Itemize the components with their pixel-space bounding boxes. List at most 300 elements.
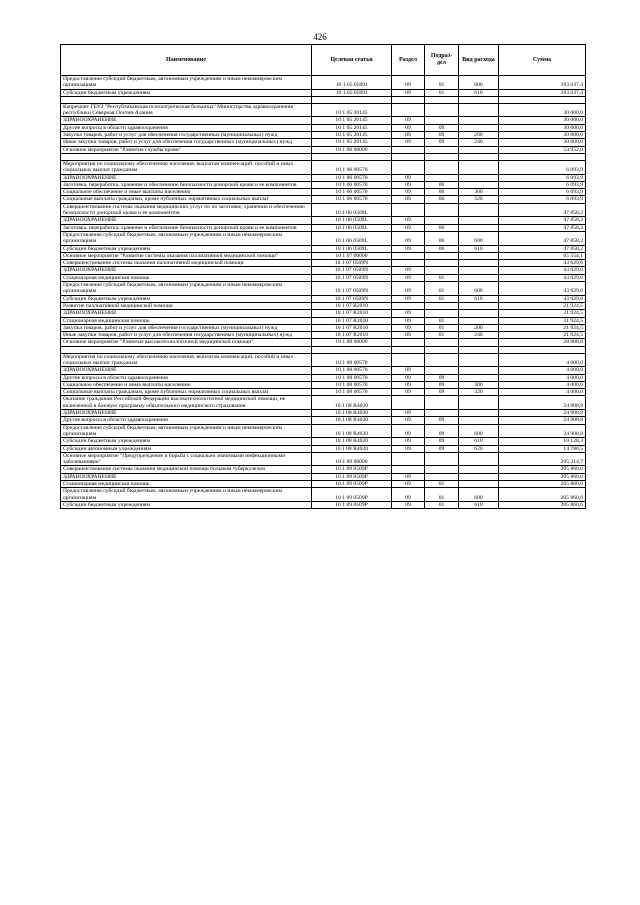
cell-target-article: 10 1 05 20145: [312, 103, 392, 117]
cell-amount: 6 093,9: [499, 181, 586, 188]
cell-expense-type: 320: [459, 196, 499, 203]
cell-amount: 21 924,5: [499, 324, 586, 331]
cell-expense-type: 620: [459, 445, 499, 452]
cell-section: 09: [392, 473, 425, 480]
cell-amount: 43 629,6: [499, 267, 586, 274]
table-row: [61, 189, 586, 196]
cell-section: 09: [392, 317, 425, 324]
cell-name: ЗДРАВООХРАНЕНИЕ: [61, 174, 312, 181]
table-row: [61, 181, 586, 188]
cell-target-article: 10 1 06 00000: [312, 146, 392, 153]
cell-expense-type: [459, 146, 499, 153]
cell-amount: 47 858,2: [499, 203, 586, 217]
cell-section: 09: [392, 332, 425, 339]
cell-expense-type: 300: [459, 381, 499, 388]
cell-target-article: [312, 96, 392, 103]
table-row: [61, 103, 586, 117]
cell-subsection: [425, 346, 459, 353]
header-target-article: Целевая статья: [312, 45, 392, 76]
header-section: Раздел: [392, 45, 425, 76]
cell-expense-type: [459, 374, 499, 381]
table-row: [61, 310, 586, 317]
cell-target-article: 10 1 06 00570: [312, 181, 392, 188]
cell-name: Совершенствование системы оказания паллиативной медицинской помощи: [61, 260, 312, 267]
cell-name: ЗДРАВООХРАНЕНИЕ: [61, 117, 312, 124]
cell-name: Субсидии бюджетным учреждениям: [61, 89, 312, 96]
table-row: [61, 274, 586, 281]
cell-amount: 6 093,9: [499, 189, 586, 196]
cell-subsection: 01: [425, 332, 459, 339]
cell-name: ЗДРАВООХРАНЕНИЕ: [61, 410, 312, 417]
cell-expense-type: [459, 310, 499, 317]
cell-subsection: 09: [425, 445, 459, 452]
cell-target-article: 10 1 07 R2010: [312, 324, 392, 331]
cell-expense-type: [459, 481, 499, 488]
table-row: [61, 160, 586, 174]
cell-subsection: 06: [425, 245, 459, 252]
cell-section: [392, 353, 425, 367]
table-row: [61, 324, 586, 331]
cell-subsection: 09: [425, 424, 459, 438]
cell-name: Субсидии бюджетным учреждениям: [61, 245, 312, 252]
cell-subsection: 01: [425, 295, 459, 302]
cell-name: Социальное обеспечение и иные выплаты населению: [61, 189, 312, 196]
table-row: [61, 231, 586, 245]
cell-section: 09: [392, 217, 425, 224]
cell-target-article: 10 1 08 00570: [312, 381, 392, 388]
table-row: [61, 89, 586, 96]
cell-amount: 65 554,1: [499, 252, 586, 259]
cell-expense-type: 610: [459, 438, 499, 445]
cell-subsection: [425, 146, 459, 153]
cell-expense-type: 600: [459, 76, 499, 90]
cell-subsection: 01: [425, 324, 459, 331]
cell-name: Закупка товаров, работ и услуг для обеспечения государственных (муниципальных) нужд: [61, 324, 312, 331]
cell-section: 09: [392, 488, 425, 502]
cell-target-article: 10 1 05 20145: [312, 124, 392, 131]
cell-target-article: 10 1 06 00570: [312, 189, 392, 196]
cell-name: Заготовка, переработка, хранение и обеспечение безопасности донорской крови и ее компонентов: [61, 181, 312, 188]
cell-target-article: 10 1 09 0509P: [312, 481, 392, 488]
cell-name: [61, 153, 312, 160]
table-row: [61, 501, 586, 508]
cell-amount: 14 780,5: [499, 445, 586, 452]
cell-target-article: 10 1 07 0509N: [312, 282, 392, 296]
cell-amount: 47 858,2: [499, 245, 586, 252]
cell-section: [392, 252, 425, 259]
cell-amount: 30 000,0: [499, 139, 586, 146]
cell-target-article: 10 1 08 00570: [312, 374, 392, 381]
cell-section: 09: [392, 196, 425, 203]
cell-target-article: 10 1 05 20145: [312, 139, 392, 146]
cell-amount: 4 000,0: [499, 367, 586, 374]
cell-target-article: 10 1 09 00000: [312, 452, 392, 466]
cell-target-article: 10 1 08 R4020: [312, 438, 392, 445]
cell-section: 09: [392, 245, 425, 252]
cell-amount: [499, 346, 586, 353]
cell-target-article: 10 1 08 R4020: [312, 410, 392, 417]
cell-amount: 30 000,0: [499, 103, 586, 117]
cell-name: Совершенствование системы оказания медицинских услуг по по заготовке, хранению и обеспечению безопасности донорской крови и ее компонентов: [61, 203, 312, 217]
cell-expense-type: 610: [459, 89, 499, 96]
cell-section: 09: [392, 501, 425, 508]
cell-name: Основное мероприятие "Развитие высокотехнологичной медицинской помощи": [61, 339, 312, 346]
cell-expense-type: 600: [459, 488, 499, 502]
table-row: [61, 252, 586, 259]
cell-section: 09: [392, 295, 425, 302]
cell-section: [392, 452, 425, 466]
cell-amount: [499, 153, 586, 160]
cell-expense-type: 200: [459, 324, 499, 331]
cell-name: Субсидии бюджетным учреждениям: [61, 295, 312, 302]
cell-subsection: [425, 302, 459, 309]
header-subsection: Подраз-дел: [425, 45, 459, 76]
cell-name: Предоставление субсидий бюджетным, автономным учреждениям и иным некоммерческим организациям: [61, 488, 312, 502]
cell-subsection: 01: [425, 488, 459, 502]
cell-subsection: 09: [425, 139, 459, 146]
cell-expense-type: [459, 367, 499, 374]
cell-amount: 6 093,9: [499, 160, 586, 174]
cell-section: 09: [392, 410, 425, 417]
cell-subsection: 06: [425, 231, 459, 245]
cell-name: ЗДРАВООХРАНЕНИЕ: [61, 217, 312, 224]
cell-amount: 10 128,3: [499, 438, 586, 445]
table-row: [61, 295, 586, 302]
cell-section: [392, 466, 425, 473]
cell-expense-type: 600: [459, 231, 499, 245]
cell-expense-type: [459, 302, 499, 309]
cell-section: 09: [392, 424, 425, 438]
cell-subsection: 01: [425, 274, 459, 281]
cell-section: [392, 302, 425, 309]
cell-amount: 4 000,0: [499, 389, 586, 396]
cell-expense-type: [459, 346, 499, 353]
cell-target-article: 10 1 07 00000: [312, 252, 392, 259]
cell-amount: 47 858,2: [499, 224, 586, 231]
cell-amount: 21 924,5: [499, 317, 586, 324]
header-amount: Сумма: [499, 45, 586, 76]
cell-subsection: 09: [425, 417, 459, 424]
table-row: [61, 96, 586, 103]
cell-subsection: 09: [425, 389, 459, 396]
header-name: Наименование: [61, 45, 312, 76]
cell-target-article: 10 1 06 00570: [312, 174, 392, 181]
table-row: [61, 245, 586, 252]
cell-amount: 30 000,0: [499, 132, 586, 139]
cell-subsection: [425, 203, 459, 217]
cell-name: Развитие паллиативной медицинской помощи: [61, 302, 312, 309]
cell-name: ЗДРАВООХРАНЕНИЕ: [61, 367, 312, 374]
table-header-row: [61, 45, 586, 76]
table-row: [61, 124, 586, 131]
table-row: [61, 488, 586, 502]
cell-subsection: [425, 466, 459, 473]
cell-amount: 30 000,0: [499, 117, 586, 124]
table-row: [61, 396, 586, 410]
cell-amount: 4 000,0: [499, 353, 586, 367]
table-row: [61, 174, 586, 181]
cell-name: Предоставление субсидий бюджетным, автономным учреждениям и иным некоммерческим организациям: [61, 231, 312, 245]
cell-name: ЗДРАВООХРАНЕНИЕ: [61, 473, 312, 480]
cell-amount: 193 637,4: [499, 89, 586, 96]
cell-subsection: 09: [425, 124, 459, 131]
table-row: [61, 146, 586, 153]
cell-expense-type: [459, 224, 499, 231]
table-row: [61, 374, 586, 381]
table-row: [61, 153, 586, 160]
header-expense-type: Вид расхода: [459, 45, 499, 76]
cell-name: Другие вопросы в области здравоохранения: [61, 374, 312, 381]
cell-amount: 295 314,7: [499, 452, 586, 466]
cell-subsection: 09: [425, 132, 459, 139]
cell-target-article: 10 1 06 0509L: [312, 245, 392, 252]
cell-subsection: [425, 153, 459, 160]
table-row: [61, 267, 586, 274]
cell-expense-type: [459, 252, 499, 259]
cell-expense-type: 200: [459, 132, 499, 139]
cell-name: Основное мероприятие "Развитие системы оказания паллиативной медицинской помощи": [61, 252, 312, 259]
cell-expense-type: [459, 353, 499, 367]
cell-expense-type: 610: [459, 501, 499, 508]
cell-section: 09: [392, 445, 425, 452]
cell-subsection: 09: [425, 374, 459, 381]
cell-section: [392, 346, 425, 353]
cell-amount: 43 629,6: [499, 274, 586, 281]
cell-expense-type: [459, 181, 499, 188]
cell-name: Капремонт ГБУЗ "Республиканская психиатрическая больница" Министерства здравоохранения республики Северная Осетия-Алания: [61, 103, 312, 117]
cell-amount: 47 858,2: [499, 231, 586, 245]
table-row: [61, 217, 586, 224]
cell-target-article: 10 1 05 0509J: [312, 89, 392, 96]
budget-table: [60, 44, 586, 509]
cell-section: 09: [392, 282, 425, 296]
cell-target-article: 10 1 08 00570: [312, 367, 392, 374]
cell-target-article: 10 1 08 00000: [312, 339, 392, 346]
cell-section: 09: [392, 117, 425, 124]
cell-section: [392, 103, 425, 117]
cell-subsection: 09: [425, 381, 459, 388]
cell-expense-type: [459, 466, 499, 473]
cell-target-article: 10 1 05 20145: [312, 117, 392, 124]
cell-amount: 43 629,6: [499, 260, 586, 267]
cell-amount: [499, 96, 586, 103]
cell-subsection: 06: [425, 189, 459, 196]
cell-name: Субсидии бюджетным учреждениям: [61, 501, 312, 508]
cell-subsection: [425, 117, 459, 124]
cell-expense-type: [459, 339, 499, 346]
cell-target-article: 10 1 06 0509L: [312, 203, 392, 217]
cell-target-article: 10 1 07 0509N: [312, 274, 392, 281]
cell-section: 09: [392, 417, 425, 424]
cell-target-article: 10 1 06 00570: [312, 160, 392, 174]
cell-name: Предоставление субсидий бюджетным, автономным учреждениям и иным некоммерческим организациям: [61, 76, 312, 90]
cell-expense-type: [459, 103, 499, 117]
cell-amount: 205 860,6: [499, 481, 586, 488]
table-body: [61, 76, 586, 509]
cell-name: Мероприятия по социальному обеспечению населения, выплатам компенсаций, пособий и иных социальных выплат гражданам: [61, 160, 312, 174]
cell-target-article: 10 1 06 0509L: [312, 231, 392, 245]
cell-expense-type: [459, 473, 499, 480]
table-row: [61, 260, 586, 267]
cell-amount: 205 860,6: [499, 466, 586, 473]
cell-expense-type: 300: [459, 189, 499, 196]
cell-name: Субсидии автономным учреждениям: [61, 445, 312, 452]
cell-amount: 43 629,6: [499, 282, 586, 296]
cell-expense-type: 610: [459, 295, 499, 302]
cell-expense-type: [459, 153, 499, 160]
table-row: [61, 452, 586, 466]
cell-expense-type: [459, 417, 499, 424]
cell-subsection: [425, 160, 459, 174]
cell-section: [392, 96, 425, 103]
cell-target-article: 10 1 08 R4020: [312, 396, 392, 410]
table-row: [61, 76, 586, 90]
cell-expense-type: [459, 96, 499, 103]
cell-subsection: 06: [425, 181, 459, 188]
table-row: [61, 438, 586, 445]
cell-expense-type: 320: [459, 389, 499, 396]
table-row: [61, 466, 586, 473]
cell-section: [392, 260, 425, 267]
cell-expense-type: [459, 117, 499, 124]
cell-subsection: 01: [425, 282, 459, 296]
cell-section: 09: [392, 367, 425, 374]
table-row: [61, 302, 586, 309]
cell-target-article: 10 1 08 R4020: [312, 424, 392, 438]
cell-name: Социальное обеспечение и иные выплаты населению: [61, 381, 312, 388]
cell-amount: 6 093,9: [499, 196, 586, 203]
cell-name: Иные закупки товаров, работ и услуг для обеспечения государственных (муниципальных) нужд: [61, 139, 312, 146]
cell-section: 09: [392, 381, 425, 388]
cell-subsection: [425, 473, 459, 480]
table-row: [61, 203, 586, 217]
cell-target-article: 10 1 07 0509N: [312, 267, 392, 274]
cell-section: 09: [392, 224, 425, 231]
cell-target-article: 10 1 05 0509J: [312, 76, 392, 90]
cell-target-article: 10 1 09 0509P: [312, 501, 392, 508]
cell-amount: 24 908,8: [499, 424, 586, 438]
cell-expense-type: [459, 274, 499, 281]
cell-section: [392, 160, 425, 174]
cell-section: 09: [392, 132, 425, 139]
cell-amount: 24 908,8: [499, 396, 586, 410]
cell-name: [61, 96, 312, 103]
cell-amount: 4 000,0: [499, 374, 586, 381]
cell-target-article: 10 1 05 20145: [312, 132, 392, 139]
cell-name: Другие вопросы в области здравоохранения: [61, 124, 312, 131]
table-row: [61, 445, 586, 452]
cell-name: Предоставление субсидий бюджетным, автономным учреждениям и иным некоммерческим организациям: [61, 282, 312, 296]
cell-expense-type: [459, 410, 499, 417]
cell-amount: 6 093,9: [499, 174, 586, 181]
cell-section: 09: [392, 181, 425, 188]
cell-subsection: 09: [425, 438, 459, 445]
cell-section: [392, 146, 425, 153]
cell-expense-type: [459, 217, 499, 224]
cell-subsection: 06: [425, 224, 459, 231]
table-row: [61, 353, 586, 367]
cell-section: 09: [392, 310, 425, 317]
table-row: [61, 424, 586, 438]
cell-section: 09: [392, 189, 425, 196]
cell-section: 09: [392, 89, 425, 96]
table-row: [61, 417, 586, 424]
table-row: [61, 332, 586, 339]
cell-name: Субсидии бюджетным учреждениям: [61, 438, 312, 445]
cell-name: Стационарная медицинская помощь: [61, 274, 312, 281]
cell-target-article: 10 1 07 0509N: [312, 295, 392, 302]
cell-name: Закупка товаров, работ и услуг для обеспечения государственных (муниципальных) нужд: [61, 132, 312, 139]
table-row: [61, 389, 586, 396]
cell-name: ЗДРАВООХРАНЕНИЕ: [61, 267, 312, 274]
cell-section: [392, 396, 425, 410]
cell-name: Другие вопросы в области здравоохранения: [61, 417, 312, 424]
cell-expense-type: [459, 267, 499, 274]
cell-subsection: [425, 396, 459, 410]
cell-amount: 43 629,6: [499, 295, 586, 302]
table-row: [61, 132, 586, 139]
cell-expense-type: [459, 203, 499, 217]
cell-expense-type: [459, 396, 499, 410]
cell-section: 09: [392, 267, 425, 274]
table-row: [61, 282, 586, 296]
cell-amount: 24 908,8: [499, 410, 586, 417]
cell-target-article: 10 1 09 0509P: [312, 488, 392, 502]
cell-name: [61, 346, 312, 353]
cell-section: 09: [392, 139, 425, 146]
cell-name: Основное мероприятие "Предупреждение и борьба с социально значимыми инфекционными заболеваниями": [61, 452, 312, 466]
cell-expense-type: 600: [459, 282, 499, 296]
cell-expense-type: [459, 124, 499, 131]
cell-expense-type: 240: [459, 139, 499, 146]
page-number: 426: [313, 32, 327, 42]
cell-name: Стационарная медицинская помощь: [61, 317, 312, 324]
cell-expense-type: [459, 160, 499, 174]
cell-target-article: 10 1 09 0509P: [312, 473, 392, 480]
cell-name: Стационарная медицинская помощь: [61, 481, 312, 488]
cell-subsection: [425, 452, 459, 466]
cell-section: 09: [392, 174, 425, 181]
cell-expense-type: 600: [459, 424, 499, 438]
cell-target-article: 10 1 08 R4020: [312, 417, 392, 424]
table-row: [61, 117, 586, 124]
cell-name: Иные закупки товаров, работ и услуг для обеспечения государственных (муниципальных) нужд: [61, 332, 312, 339]
cell-target-article: 10 1 07 R2010: [312, 332, 392, 339]
cell-subsection: [425, 267, 459, 274]
cell-subsection: [425, 174, 459, 181]
cell-subsection: [425, 367, 459, 374]
cell-target-article: 10 1 07 0509N: [312, 260, 392, 267]
cell-subsection: 01: [425, 501, 459, 508]
cell-section: 09: [392, 274, 425, 281]
cell-expense-type: 240: [459, 332, 499, 339]
cell-target-article: 10 1 06 0509L: [312, 217, 392, 224]
cell-subsection: [425, 339, 459, 346]
cell-amount: 47 858,2: [499, 217, 586, 224]
table-row: [61, 339, 586, 346]
cell-subsection: [425, 96, 459, 103]
cell-section: [392, 153, 425, 160]
cell-section: 09: [392, 374, 425, 381]
cell-amount: 28 908,8: [499, 339, 586, 346]
cell-name: Предоставление субсидий бюджетным, автономным учреждениям и иным некоммерческим организациям: [61, 424, 312, 438]
cell-subsection: 01: [425, 317, 459, 324]
cell-section: 09: [392, 481, 425, 488]
cell-name: Совершенствование системы оказания медицинской помощи больным туберкулезом: [61, 466, 312, 473]
cell-amount: 4 000,0: [499, 381, 586, 388]
table-row: [61, 224, 586, 231]
table-row: [61, 473, 586, 480]
